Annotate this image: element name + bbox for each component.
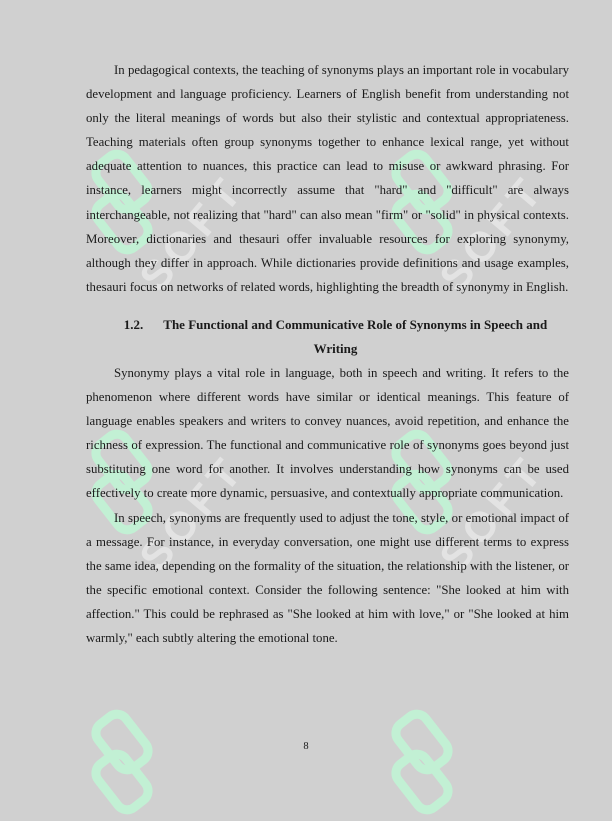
section-number: 1.2. <box>123 316 144 332</box>
watermark-text: SOFT <box>130 165 254 301</box>
page-content <box>86 58 569 650</box>
body-paragraph: Synonymy plays a vital role in language, both in speech and writing. It refers to the phenomenon where different words have similar or identical meanings. This feature of language enables speakers and writers to convey nuances, avoid repetition, and enhance the richness of expression. The functional and communicative role of synonyms goes beyond just substituting one word for another. It involves understanding how synonyms can be used effectively to create more dynamic, persuasive, and contextually appropriate communication. <box>86 365 569 501</box>
watermark-text: SOFT <box>430 445 554 581</box>
section-title: The Functional and Communicative Role of Synonyms in Speech and Writing <box>163 316 548 356</box>
watermark-text: SOFT <box>130 445 254 581</box>
section-heading <box>86 313 569 361</box>
watermark-logo-icon <box>385 743 459 821</box>
watermark-logo-icon <box>85 743 159 821</box>
body-paragraph: In speech, synonyms are frequently used to adjust the tone, style, or emotional impact of a message. For instance, in everyday conversation, one might use different terms to express the same idea, depending on the formality of the situation, the relationship with the listener, or the specific emotional context. Consider the following sentence: "She looked at him with affection." This could be rephrased as "She looked at him with love," or "She looked at him warmly," each subtly altering the emotional tone. <box>86 510 569 645</box>
body-paragraph: In pedagogical contexts, the teaching of synonyms plays an important role in vocabulary development and language proficiency. Learners of English benefit from understanding not only the literal meanings of words but also their stylistic and contextual appropriateness. Teaching materials often group synonyms together to enhance lexical range, yet without adequate attention to nuances, this practice can lead to misuse or awkward phrasing. For instance, learners might incorrectly assume that "hard" and "difficult" are always interchangeable, not realizing that "hard" can also mean "firm" or "solid" in physical contexts. Moreover, dictionaries and thesauri offer invaluable resources for exploring synonymy, although they differ in approach. While dictionaries provide definitions and usage examples, thesauri focus on networks of related words, highlighting the breadth of synonymy in English. <box>86 63 569 294</box>
page-number: 8 <box>303 741 309 752</box>
watermark-text: SOFT <box>430 165 554 301</box>
